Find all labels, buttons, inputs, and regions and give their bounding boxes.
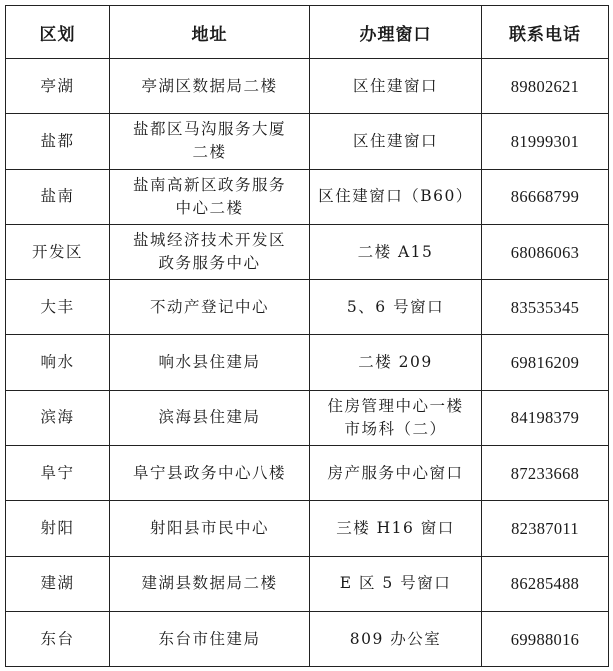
address-cell bbox=[110, 611, 310, 666]
window-cell bbox=[310, 335, 482, 390]
address-line: 政务服务中心 bbox=[158, 254, 261, 273]
table-row bbox=[6, 335, 609, 390]
window-line: 住房管理中心一楼 bbox=[327, 396, 464, 415]
address-cell bbox=[110, 169, 310, 224]
table-row bbox=[6, 446, 609, 501]
address-line: 阜宁县政务中心八楼 bbox=[132, 463, 286, 482]
district-cell: 开发区 bbox=[6, 224, 110, 279]
table-header-row bbox=[6, 6, 609, 59]
header-address: 地址 bbox=[110, 6, 310, 59]
phone-cell: 86668799 bbox=[482, 169, 609, 224]
phone-cell: 86285488 bbox=[482, 556, 609, 611]
address-cell bbox=[110, 446, 310, 501]
table-row bbox=[6, 611, 609, 666]
contact-table bbox=[5, 5, 609, 667]
address-line: 射阳县市民中心 bbox=[149, 519, 269, 538]
table-row bbox=[6, 501, 609, 556]
window-line: 二楼 A15 bbox=[357, 242, 434, 261]
window-cell bbox=[310, 114, 482, 169]
address-line: 中心二楼 bbox=[175, 198, 244, 217]
window-cell bbox=[310, 446, 482, 501]
phone-cell: 84198379 bbox=[482, 390, 609, 445]
window-line: 5、6 号窗口 bbox=[346, 297, 445, 316]
header-district: 区划 bbox=[6, 6, 110, 59]
district-cell: 盐都 bbox=[6, 114, 110, 169]
window-line: 区住建窗口（B60） bbox=[318, 187, 473, 206]
district-cell: 滨海 bbox=[6, 390, 110, 445]
table-row bbox=[6, 390, 609, 445]
phone-cell: 89802621 bbox=[482, 59, 609, 114]
window-line: 809 办公室 bbox=[349, 629, 442, 648]
table-body bbox=[6, 59, 609, 667]
header-phone: 联系电话 bbox=[482, 6, 609, 59]
phone-cell: 69988016 bbox=[482, 611, 609, 666]
phone-cell: 87233668 bbox=[482, 446, 609, 501]
district-cell: 射阳 bbox=[6, 501, 110, 556]
window-line: 三楼 H16 窗口 bbox=[336, 519, 455, 538]
window-line: 区住建窗口 bbox=[352, 76, 438, 95]
table-row bbox=[6, 224, 609, 279]
phone-cell: 83535345 bbox=[482, 280, 609, 335]
table-row bbox=[6, 556, 609, 611]
window-line: 二楼 209 bbox=[358, 353, 433, 372]
address-cell bbox=[110, 556, 310, 611]
address-line: 二楼 bbox=[192, 143, 227, 162]
window-cell bbox=[310, 611, 482, 666]
window-cell bbox=[310, 280, 482, 335]
address-line: 滨海县住建局 bbox=[158, 408, 261, 427]
phone-cell: 68086063 bbox=[482, 224, 609, 279]
address-cell bbox=[110, 224, 310, 279]
address-cell bbox=[110, 59, 310, 114]
district-cell: 阜宁 bbox=[6, 446, 110, 501]
address-line: 盐城经济技术开发区 bbox=[132, 231, 286, 250]
window-cell bbox=[310, 224, 482, 279]
address-cell bbox=[110, 335, 310, 390]
table-row bbox=[6, 169, 609, 224]
address-line: 盐南高新区政务服务 bbox=[132, 175, 286, 194]
table-row bbox=[6, 59, 609, 114]
phone-cell: 82387011 bbox=[482, 501, 609, 556]
document-page bbox=[5, 5, 608, 666]
address-line: 不动产登记中心 bbox=[149, 297, 269, 316]
address-line: 盐都区马沟服务大厦 bbox=[132, 120, 286, 139]
address-line: 响水县住建局 bbox=[158, 353, 261, 372]
window-line: 市场科（二） bbox=[344, 419, 447, 438]
district-cell: 响水 bbox=[6, 335, 110, 390]
address-line: 亭湖区数据局二楼 bbox=[141, 76, 278, 95]
address-cell bbox=[110, 390, 310, 445]
address-line: 东台市住建局 bbox=[158, 629, 261, 648]
district-cell: 建湖 bbox=[6, 556, 110, 611]
district-cell: 大丰 bbox=[6, 280, 110, 335]
window-line: 区住建窗口 bbox=[352, 131, 438, 150]
phone-cell: 81999301 bbox=[482, 114, 609, 169]
table-row bbox=[6, 114, 609, 169]
table-row bbox=[6, 280, 609, 335]
window-cell bbox=[310, 390, 482, 445]
window-line: 房产服务中心窗口 bbox=[327, 463, 464, 482]
window-cell bbox=[310, 501, 482, 556]
header-window: 办理窗口 bbox=[310, 6, 482, 59]
window-cell bbox=[310, 169, 482, 224]
address-cell bbox=[110, 280, 310, 335]
district-cell: 亭湖 bbox=[6, 59, 110, 114]
address-cell bbox=[110, 114, 310, 169]
window-line: E 区 5 号窗口 bbox=[339, 574, 452, 593]
district-cell: 盐南 bbox=[6, 169, 110, 224]
address-cell bbox=[110, 501, 310, 556]
window-cell bbox=[310, 556, 482, 611]
phone-cell: 69816209 bbox=[482, 335, 609, 390]
window-cell bbox=[310, 59, 482, 114]
address-line: 建湖县数据局二楼 bbox=[141, 574, 278, 593]
district-cell: 东台 bbox=[6, 611, 110, 666]
